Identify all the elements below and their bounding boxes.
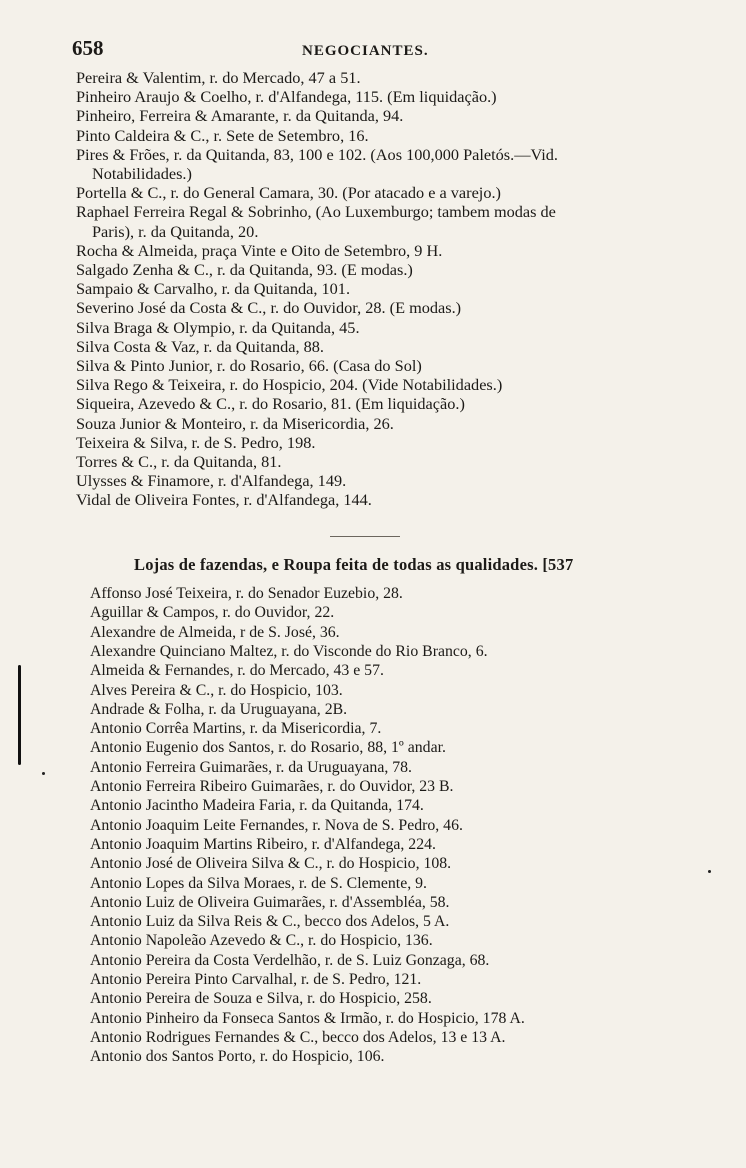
list-item: Antonio Pereira da Costa Verdelhão, r. de S. Luiz Gonzaga, 68.	[90, 951, 490, 969]
list-item: Salgado Zenha & C., r. da Quitanda, 93. (E modas.)	[76, 260, 413, 279]
list-item: Silva Costa & Vaz, r. da Quitanda, 88.	[76, 336, 324, 356]
list-item: Sampaio & Carvalho, r. da Quitanda, 101.	[76, 279, 351, 299]
page-number: 658	[72, 36, 104, 60]
list-item: Souza Junior & Monteiro, r. da Misericordia, 26.	[76, 413, 394, 433]
list-item: Vidal de Oliveira Fontes, r. d'Alfandega, 144.	[76, 490, 372, 510]
list-item: Antonio Ferreira Ribeiro Guimarães, r. do Ouvidor, 23 B.	[90, 778, 454, 795]
list-item: Antonio Rodrigues Fernandes & C., becco dos Adelos, 13 e 13 A.	[90, 1028, 506, 1046]
list-item: Rocha & Almeida, praça Vinte e Oito de Setembro, 9 H.	[76, 240, 443, 260]
list-item: Andrade & Folha, r. da Uruguayana, 2B.	[90, 700, 348, 718]
list-item-continuation: Paris), r. da Quitanda, 20.	[92, 221, 259, 241]
list-item: Alexandre Quinciano Maltez, r. do Visconde do Rio Branco, 6.	[90, 642, 488, 660]
list-item: Raphael Ferreira Regal & Sobrinho, (Ao Luxemburgo; tambem modas de	[76, 202, 556, 222]
list-item: Antonio Corrêa Martins, r. da Misericordia, 7.	[90, 720, 382, 738]
list-item: Pereira & Valentim, r. do Mercado, 47 a 51.	[76, 68, 361, 87]
list-item-continuation: Notabilidades.)	[92, 164, 192, 183]
list-item: Alexandre de Almeida, r de S. José, 36.	[90, 623, 340, 641]
list-item: Antonio Lopes da Silva Moraes, r. de S. Clemente, 9.	[90, 874, 427, 892]
list-item: Antonio Pereira de Souza e Silva, r. do Hospicio, 258.	[90, 990, 432, 1008]
list-item: Antonio Luiz de Oliveira Guimarães, r. d'Assembléa, 58.	[90, 893, 450, 911]
list-item: Pinheiro Araujo & Coelho, r. d'Alfandega, 115. (Em liquidação.)	[76, 87, 497, 107]
list-item: Pinto Caldeira & C., r. Sete de Setembro, 16.	[76, 125, 369, 145]
list-item: Antonio Joaquim Martins Ribeiro, r. d'Alfandega, 224.	[90, 835, 436, 853]
list-item: Silva & Pinto Junior, r. do Rosario, 66. (Casa do Sol)	[76, 356, 422, 375]
list-item: Teixeira & Silva, r. de S. Pedro, 198.	[76, 432, 316, 452]
list-item: Antonio dos Santos Porto, r. do Hospicio, 106.	[90, 1048, 385, 1066]
list-item: Antonio Pereira Pinto Carvalhal, r. de S. Pedro, 121.	[90, 971, 422, 988]
list-item: Antonio Ferreira Guimarães, r. da Uruguayana, 78.	[90, 758, 412, 776]
list-item: Antonio Joaquim Leite Fernandes, r. Nova de S. Pedro, 46.	[90, 816, 463, 834]
list-item: Silva Braga & Olympio, r. da Quitanda, 45.	[76, 317, 360, 337]
list-item: Almeida & Fernandes, r. do Mercado, 43 e 57.	[90, 662, 384, 680]
margin-dot	[708, 870, 711, 873]
list-item: Antonio Jacintho Madeira Faria, r. da Quitanda, 174.	[90, 797, 424, 815]
list-item: Pinheiro, Ferreira & Amarante, r. da Quitanda, 94.	[76, 106, 404, 126]
running-head: NEGOCIANTES.	[302, 43, 429, 59]
list-item: Silva Rego & Teixeira, r. do Hospicio, 204. (Vide Notabilidades.)	[76, 375, 503, 395]
list-item: Torres & C., r. da Quitanda, 81.	[76, 452, 282, 471]
list-item: Antonio Luiz da Silva Reis & C., becco dos Adelos, 5 A.	[90, 913, 450, 931]
list-item: Antonio José de Oliveira Silva & C., r. do Hospicio, 108.	[90, 855, 452, 873]
page-header	[72, 36, 672, 62]
margin-dot	[42, 772, 45, 775]
section-divider	[330, 536, 400, 537]
list-item: Antonio Eugenio dos Santos, r. do Rosario, 88, 1º andar.	[90, 739, 446, 757]
list-item: Alves Pereira & C., r. do Hospicio, 103.	[90, 681, 343, 699]
list-item: Severino José da Costa & C., r. do Ouvidor, 28. (E modas.)	[76, 298, 462, 318]
list-item: Antonio Napoleão Azevedo & C., r. do Hospicio, 136.	[90, 932, 433, 950]
list-item: Siqueira, Azevedo & C., r. do Rosario, 81. (Em liquidação.)	[76, 394, 465, 414]
list-item: Portella & C., r. do General Camara, 30. (Por atacado e a varejo.)	[76, 183, 501, 203]
list-item: Affonso José Teixeira, r. do Senador Euzebio, 28.	[90, 585, 403, 602]
list-item: Antonio Pinheiro da Fonseca Santos & Irmão, r. do Hospicio, 178 A.	[90, 1009, 525, 1027]
margin-ink-mark	[18, 665, 21, 765]
list-item: Pires & Frões, r. da Quitanda, 83, 100 e 102. (Aos 100,000 Paletós.—Vid.	[76, 144, 558, 164]
section-title: Lojas de fazendas, e Roupa feita de todas as qualidades. [537	[134, 555, 574, 574]
list-item: Aguillar & Campos, r. do Ouvidor, 22.	[90, 604, 335, 622]
list-item: Ulysses & Finamore, r. d'Alfandega, 149.	[76, 471, 347, 491]
